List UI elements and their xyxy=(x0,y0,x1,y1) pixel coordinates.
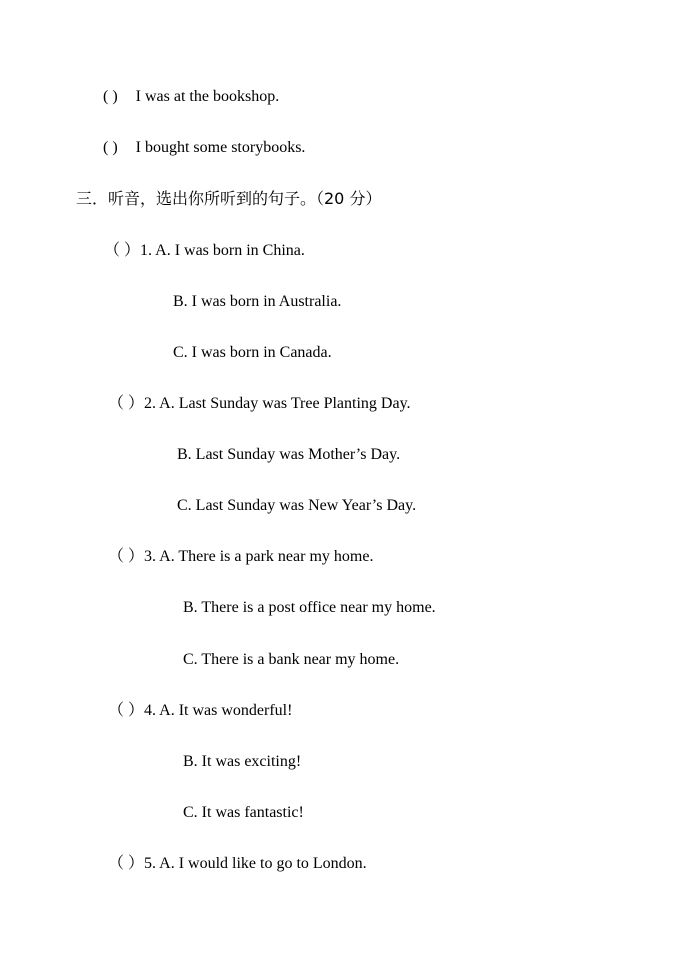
question-number: 5. xyxy=(144,855,157,872)
question-1 xyxy=(104,241,305,261)
option-c: C. There is a bank near my home. xyxy=(183,651,400,668)
answer-blank: （ ） xyxy=(108,702,145,719)
option-c: C. I was born in Canada. xyxy=(173,344,332,361)
option-b: B. Last Sunday was Mother’s Day. xyxy=(177,446,401,463)
answer-blank: （ ） xyxy=(108,395,145,412)
question-number: 2. xyxy=(144,395,157,412)
option-a: A. It was wonderful! xyxy=(159,702,293,719)
question-3 xyxy=(108,547,373,567)
question-number: 3. xyxy=(144,548,157,565)
option-a: A. I would like to go to London. xyxy=(159,855,367,872)
answer-blank: ( ) xyxy=(103,139,118,156)
option-b: B. There is a post office near my home. xyxy=(183,599,436,616)
question-5 xyxy=(108,854,367,874)
answer-blank: （ ） xyxy=(108,548,145,565)
question-2 xyxy=(108,394,411,414)
section-heading: 三．听音，选出你所听到的句子。（20 分） xyxy=(76,189,382,208)
option-b: B. I was born in Australia. xyxy=(173,293,342,310)
question-4 xyxy=(108,701,292,721)
option-c: C. Last Sunday was New Year’s Day. xyxy=(177,497,417,514)
option-a: A. I was born in China. xyxy=(155,242,305,259)
question-number: 1. xyxy=(140,242,153,259)
item-text: I bought some storybooks. xyxy=(135,139,306,156)
option-a: A. Last Sunday was Tree Planting Day. xyxy=(159,395,411,412)
question-number: 4. xyxy=(144,702,157,719)
option-a: A. There is a park near my home. xyxy=(159,548,374,565)
answer-item xyxy=(103,87,279,107)
item-text: I was at the bookshop. xyxy=(135,88,280,105)
option-b: B. It was exciting! xyxy=(183,753,302,770)
answer-item xyxy=(103,138,305,158)
answer-blank: ( ) xyxy=(103,88,118,105)
option-c: C. It was fantastic! xyxy=(183,804,304,821)
answer-blank: （ ） xyxy=(108,855,145,872)
answer-blank: （ ） xyxy=(104,242,141,259)
